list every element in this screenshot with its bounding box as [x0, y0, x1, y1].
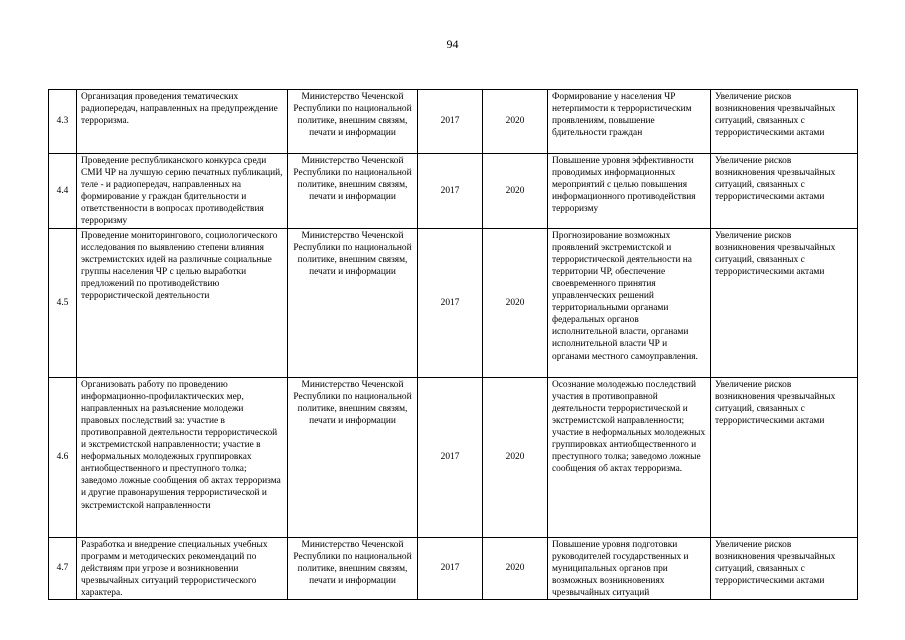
- start-year-cell: 2017: [418, 228, 483, 377]
- executor-cell: Министерство Чеченской Республики по национальной политике, внешним связям, печати и информации: [288, 228, 418, 377]
- row-number: 4.4: [49, 154, 77, 229]
- result-cell: Прогнозирование возможных проявлений экстремистской и террористической деятельности на территории ЧР, обеспечение своевременного принятия управленческих решений территориальными органами федеральных органов исполнительной власти, органами исполнительной власти ЧР и органами местного самоуправления.: [548, 228, 711, 377]
- activity-cell: Организовать работу по проведению информационно-профилактических мер, направленных на разъяснение молодежи правовых последствий за: участие в противоправной деятельности террористической и экстремистской направленности; участие в неформальных молодежных группировках антиобщественного и преступного толка; заведомо ложные сообщения об актах терроризма и другие правонарушения террористической и экстремистской направленности: [77, 377, 288, 537]
- risk-cell: Увеличение рисков возникновения чрезвычайных ситуаций, связанных с террористическими актами: [711, 537, 858, 599]
- page-number: 94: [446, 37, 459, 51]
- end-year-cell: 2020: [483, 90, 548, 154]
- result-cell: Осознание молодежью последствий участия в противоправной деятельности террористической и экстремистской направленности; участие в неформальных молодежных группировках антиобщественного и преступного толка; заведомо ложные сообщения об актах терроризма.: [548, 377, 711, 537]
- result-cell: Повышение уровня эффективности проводимых информационных мероприятий с целью повышения информационного противодействия терроризму: [548, 154, 711, 229]
- end-year-cell: 2020: [483, 154, 548, 229]
- table-row: [49, 377, 858, 537]
- executor-cell: Министерство Чеченской Республики по национальной политике, внешним связям, печати и информации: [288, 154, 418, 229]
- result-cell: Повышение уровня подготовки руководителей государственных и муниципальных органов при возможных возникновениях чрезвычайных ситуаций: [548, 537, 711, 599]
- end-year-cell: 2020: [483, 228, 548, 377]
- executor-cell: Министерство Чеченской Республики по национальной политике, внешним связям, печати и информации: [288, 90, 418, 154]
- activity-cell: Проведение республиканского конкурса среди СМИ ЧР на лучшую серию печатных публикаций, теле - и радиопередач, направленных на формирование у граждан бдительности и ответственности в вопросах противодействия терроризму: [77, 154, 288, 229]
- start-year-cell: 2017: [418, 537, 483, 599]
- row-number: 4.7: [49, 537, 77, 599]
- executor-cell: Министерство Чеченской Республики по национальной политике, внешним связям, печати и информации: [288, 377, 418, 537]
- table-row: [49, 90, 858, 154]
- activity-cell: Разработка и внедрение специальных учебных программ и методических рекомендаций по действиям при угрозе и возникновении чрезвычайных ситуаций террористического характера.: [77, 537, 288, 599]
- start-year-cell: 2017: [418, 154, 483, 229]
- row-number: 4.5: [49, 228, 77, 377]
- activity-cell: Организация проведения тематических радиопередач, направленных на предупреждение терроризма.: [77, 90, 288, 154]
- row-number: 4.3: [49, 90, 77, 154]
- end-year-cell: 2020: [483, 537, 548, 599]
- table-row: [49, 154, 858, 229]
- risk-cell: Увеличение рисков возникновения чрезвычайных ситуаций, связанных с террористическими актами: [711, 90, 858, 154]
- risk-cell: Увеличение рисков возникновения чрезвычайных ситуаций, связанных с террористическими актами: [711, 228, 858, 377]
- start-year-cell: 2017: [418, 377, 483, 537]
- table-row: [49, 228, 858, 377]
- row-number: 4.6: [49, 377, 77, 537]
- activity-cell: Проведение мониторингового, социологического исследования по выявлению степени влияния экстремистских идей на различные социальные группы населения ЧР с целью выработки предложений по противодействию террористической деятельности: [77, 228, 288, 377]
- table-row: [49, 537, 858, 599]
- risk-cell: Увеличение рисков возникновения чрезвычайных ситуаций, связанных с террористическими актами: [711, 154, 858, 229]
- risk-cell: Увеличение рисков возникновения чрезвычайных ситуаций, связанных с террористическими актами: [711, 377, 858, 537]
- measures-table: [48, 89, 858, 600]
- start-year-cell: 2017: [418, 90, 483, 154]
- executor-cell: Министерство Чеченской Республики по национальной политике, внешним связям, печати и информации: [288, 537, 418, 599]
- end-year-cell: 2020: [483, 377, 548, 537]
- result-cell: Формирование у населения ЧР нетерпимости к террористическим проявлениям, повышение бдительности граждан: [548, 90, 711, 154]
